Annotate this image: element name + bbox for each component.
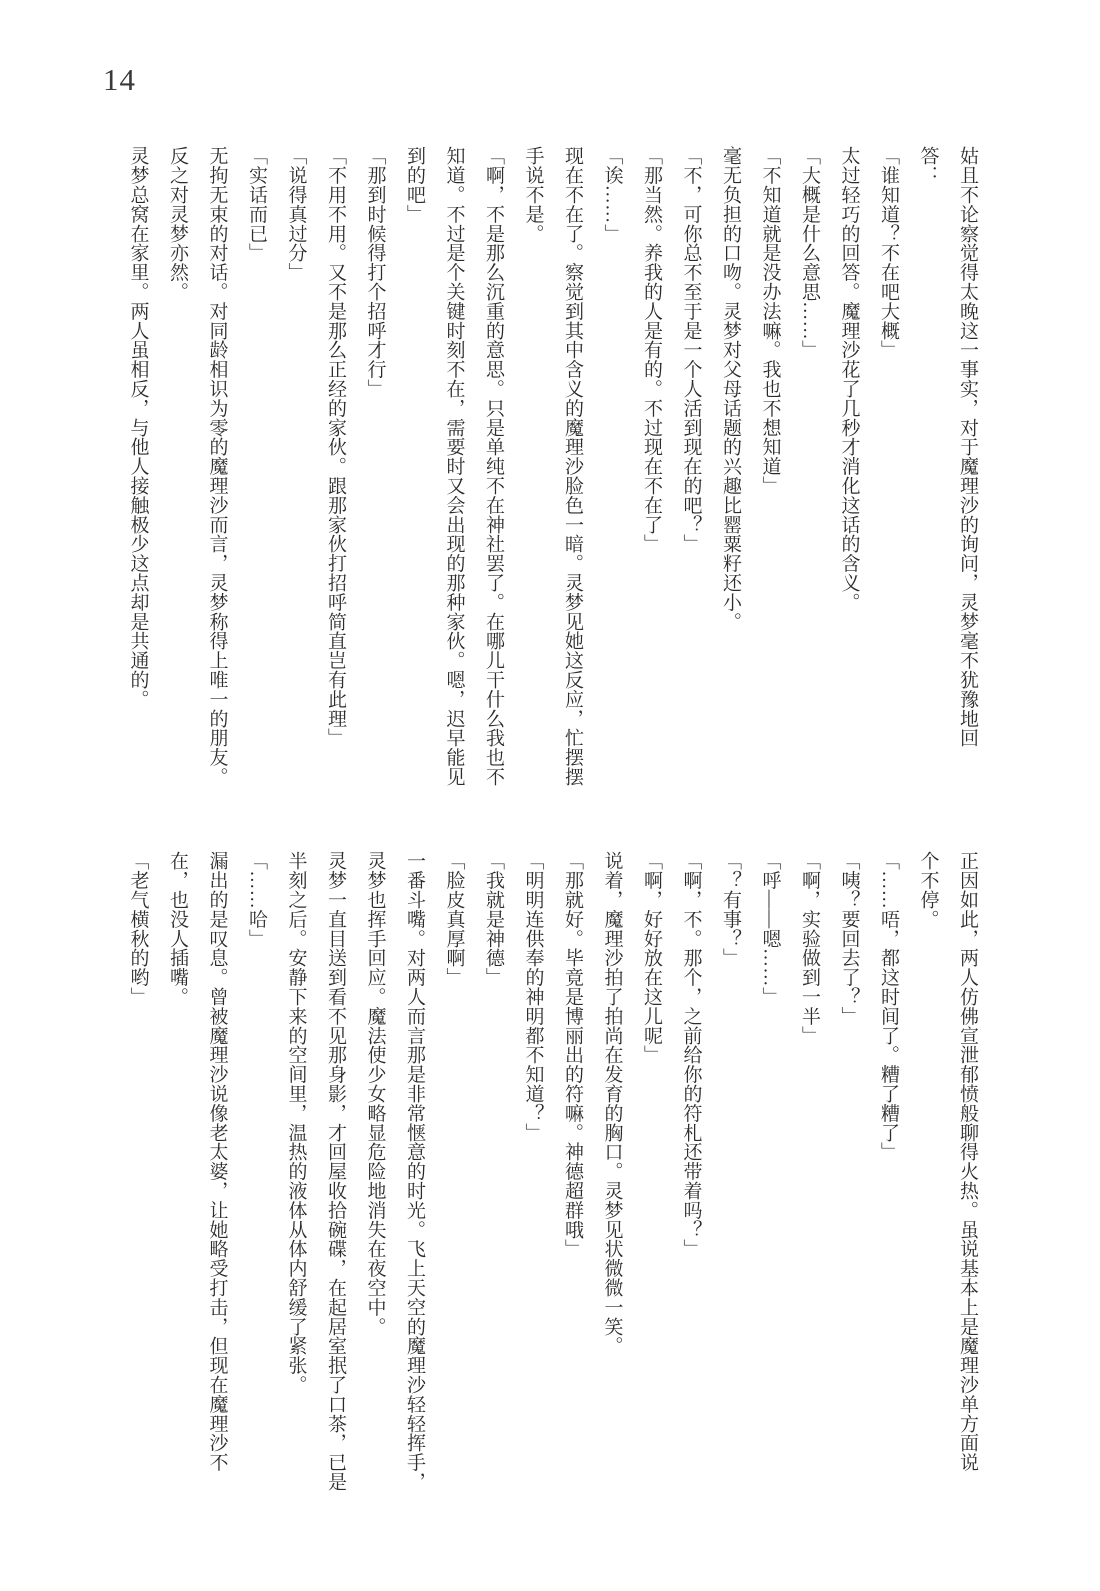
text-column: 灵梦一直目送到看不见那身影，才回屋收拾碗碟，在起居室抿了口茶，已是 [325, 851, 346, 1492]
text-column: 半刻之后。安静下来的空间里，温热的液体从体内舒缓了紧张。 [285, 851, 307, 1395]
text-column: 「不用不用。又不是那么正经的家伙。跟那家伙打招呼简直岂有此理」 [325, 146, 346, 748]
text-column: 「咦？要回去了？」 [838, 851, 860, 1026]
text-column: 无拘无束的对话。对同龄相识为零的魔理沙而言，灵梦称得上唯一的朋友。 [206, 146, 228, 787]
text-column: 「我就是神德」 [483, 851, 504, 987]
text-column: 说着，魔理沙拍了拍尚在发育的胸口。灵梦见状微微一笑。 [601, 851, 623, 1356]
text-column: 反之对灵梦亦然。 [167, 146, 188, 302]
text-column: 「……哈」 [246, 851, 267, 948]
text-column: 「大概是什么意思……」 [799, 146, 820, 360]
page-number: 14 [103, 62, 136, 97]
text-column: 「脸皮真厚啊」 [443, 851, 465, 987]
text-column: 正因如此，两人仿佛宣泄郁愤般聊得火热。虽说基本上是魔理沙单方面说 [957, 851, 978, 1472]
text-column: 漏出的是叹息。曾被魔理沙说像老太婆，让她略受打击，但现在魔理沙不 [206, 851, 228, 1472]
text-column: 一番斗嘴。对两人而言那是非常惬意的时光。飞上天空的魔理沙轻轻挥手， [404, 851, 425, 1492]
text-column: 个不停。 [917, 851, 939, 929]
text-column: 知道。不过是个关键时刻不在，需要时又会出现的那种家伙。嗯，迟早能见 [443, 146, 465, 787]
text-column: 「？有事？」 [720, 851, 741, 968]
text-column: 「那当然。养我的人是有的。不过现在不在了」 [641, 146, 662, 554]
text-band-top [118, 146, 987, 801]
text-column: 「啊，实验做到一半」 [799, 851, 820, 1045]
text-column: 「诶……」 [601, 146, 623, 243]
text-column: 「谁知道？不在吧大概」 [878, 146, 899, 360]
text-column: 「啊，好好放在这儿呢」 [641, 851, 662, 1065]
text-column: 灵梦总窝在家里。两人虽相反，与他人接触极少这点却是共通的。 [127, 146, 149, 709]
text-column: 「不知道就是没办法嘛。我也不想知道」 [759, 146, 781, 496]
text-column: 到的吧」 [404, 146, 425, 224]
text-column: 太过轻巧的回答。魔理沙花了几秒才消化这话的含义。 [838, 146, 860, 612]
text-column: 姑且不论察觉得太晚这一事实，对于魔理沙的询问，灵梦毫不犹豫地回 [957, 146, 978, 748]
text-column: 「说得真过分」 [285, 146, 307, 282]
text-column: 「啊，不是那么沉重的意思。只是单纯不在神社罢了。在哪儿干什么我也不 [483, 146, 504, 787]
text-column: 「……唔，都这时间了。糟了糟了」 [878, 851, 899, 1162]
text-column: 「明明连供奉的神明都不知道？」 [522, 851, 544, 1142]
text-column: 手说不是。 [522, 146, 544, 243]
text-column: 现在不在了。察觉到其中含义的魔理沙脸色一暗。灵梦见她这反应，忙摆摆 [562, 146, 583, 787]
text-column: 「实话而已」 [246, 146, 267, 263]
text-column: 「不，可你总不至于是一个人活到现在的吧？」 [680, 146, 702, 554]
text-column: 在，也没人插嘴。 [167, 851, 188, 1007]
text-column: 「呼——嗯……」 [759, 851, 781, 1007]
text-column: 灵梦也挥手回应。魔法使少女略显危险地消失在夜空中。 [364, 851, 386, 1336]
text-column: 「啊，不。那个，之前给你的符札还带着吗？」 [680, 851, 702, 1259]
text-column: 「老气横秋的哟」 [127, 851, 149, 1007]
text-column: 答： [917, 146, 939, 185]
text-band-bottom [118, 851, 987, 1506]
text-column: 毫无负担的口吻。灵梦对父母话题的兴趣比罂粟籽还小。 [720, 146, 741, 631]
text-column: 「那到时候得打个招呼才行」 [364, 146, 386, 399]
text-column: 「那就好。毕竟是博丽出的符嘛。神德超群哦」 [562, 851, 583, 1259]
